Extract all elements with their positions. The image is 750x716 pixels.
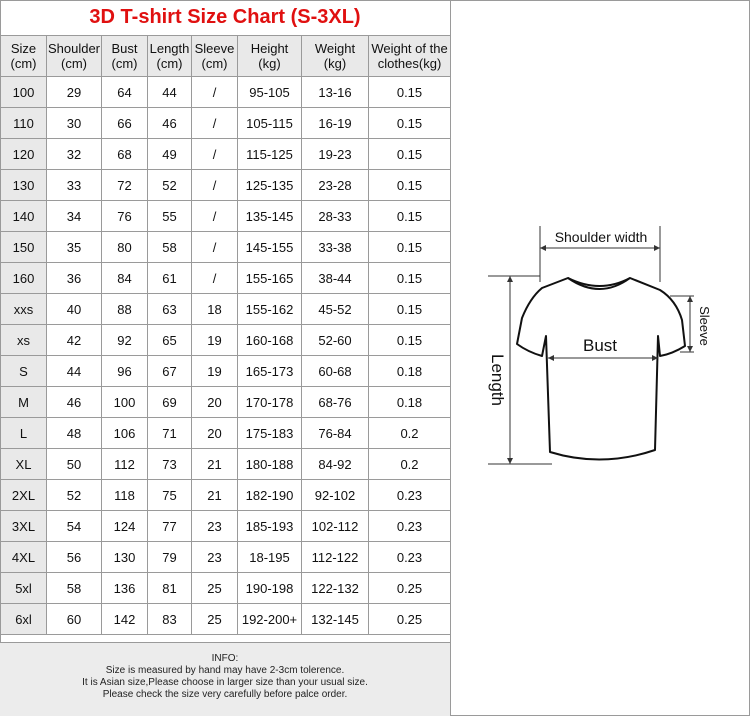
table-cell: 18-195	[238, 542, 302, 573]
table-cell: 0.2	[369, 418, 451, 449]
table-cell: 77	[148, 511, 192, 542]
table-cell: 64	[102, 77, 148, 108]
table-cell: 60-68	[302, 356, 369, 387]
table-cell: 76-84	[302, 418, 369, 449]
table-cell: 75	[148, 480, 192, 511]
table-row	[1, 325, 451, 356]
table-cell: 182-190	[238, 480, 302, 511]
table-cell: 13-16	[302, 77, 369, 108]
column-header	[47, 36, 102, 77]
table-cell: 66	[102, 108, 148, 139]
table-cell: 100	[102, 387, 148, 418]
column-header-line: (cm)	[10, 56, 37, 71]
column-header	[1, 36, 47, 77]
table-cell: /	[192, 170, 238, 201]
table-row	[1, 108, 451, 139]
column-header-line: (kg)	[258, 56, 281, 71]
table-cell: 0.15	[369, 325, 451, 356]
table-cell: 115-125	[238, 139, 302, 170]
sleeve-label: Sleeve	[697, 306, 712, 346]
table-row	[1, 201, 451, 232]
table-cell: 142	[102, 604, 148, 635]
table-row	[1, 542, 451, 573]
table-cell: 46	[47, 387, 102, 418]
table-cell: 0.15	[369, 232, 451, 263]
table-cell: 190-198	[238, 573, 302, 604]
info-line: Size is measured by hand may have 2-3cm tolerence.	[105, 665, 345, 676]
table-cell: 25	[192, 573, 238, 604]
size-cell: 2XL	[1, 480, 47, 511]
column-header-line: (cm)	[111, 56, 138, 71]
column-header-line: Size	[10, 41, 37, 56]
table-cell: 124	[102, 511, 148, 542]
table-row	[1, 418, 451, 449]
table-cell: /	[192, 139, 238, 170]
table-cell: 84	[102, 263, 148, 294]
table-cell: 65	[148, 325, 192, 356]
column-header	[302, 36, 369, 77]
table-cell: /	[192, 108, 238, 139]
column-header-line: (cm)	[201, 56, 228, 71]
table-cell: 45-52	[302, 294, 369, 325]
length-label: Length	[488, 354, 507, 406]
size-cell: M	[1, 387, 47, 418]
size-cell: 150	[1, 232, 47, 263]
table-cell: /	[192, 77, 238, 108]
table-cell: 23	[192, 511, 238, 542]
column-divider	[450, 0, 451, 716]
size-cell: 130	[1, 170, 47, 201]
table-cell: 36	[47, 263, 102, 294]
table-cell: 46	[148, 108, 192, 139]
column-header	[192, 36, 238, 77]
column-header-line: Weight	[314, 41, 356, 56]
table-cell: 73	[148, 449, 192, 480]
size-cell: 100	[1, 77, 47, 108]
table-cell: 105-115	[238, 108, 302, 139]
table-cell: 55	[148, 201, 192, 232]
table-cell: 106	[102, 418, 148, 449]
table-cell: /	[192, 263, 238, 294]
size-cell: 140	[1, 201, 47, 232]
table-cell: 35	[47, 232, 102, 263]
table-cell: 71	[148, 418, 192, 449]
table-cell: 155-165	[238, 263, 302, 294]
table-cell: 0.18	[369, 387, 451, 418]
table-cell: 0.15	[369, 77, 451, 108]
table-cell: 52	[47, 480, 102, 511]
table-row	[1, 387, 451, 418]
table-cell: 185-193	[238, 511, 302, 542]
column-header-line: (kg)	[323, 56, 347, 71]
table-row	[1, 139, 451, 170]
table-cell: 25	[192, 604, 238, 635]
table-cell: 0.15	[369, 294, 451, 325]
table-cell: 68-76	[302, 387, 369, 418]
column-header	[102, 36, 148, 77]
info-line: Please check the size very carefully before palce order.	[102, 689, 348, 700]
size-cell: 3XL	[1, 511, 47, 542]
table-cell: 88	[102, 294, 148, 325]
table-cell: 50	[47, 449, 102, 480]
table-cell: 56	[47, 542, 102, 573]
column-header-line: Height	[250, 41, 289, 56]
info-heading: INFO:	[211, 653, 239, 664]
table-cell: 132-145	[302, 604, 369, 635]
table-cell: 48	[47, 418, 102, 449]
info-note	[0, 642, 450, 716]
table-cell: 192-200+	[238, 604, 302, 635]
table-cell: 79	[148, 542, 192, 573]
table-cell: 58	[148, 232, 192, 263]
table-cell: 125-135	[238, 170, 302, 201]
table-cell: 23-28	[302, 170, 369, 201]
table-cell: 33	[47, 170, 102, 201]
table-cell: 58	[47, 573, 102, 604]
table-cell: 92	[102, 325, 148, 356]
table-row	[1, 604, 451, 635]
bust-label: Bust	[582, 336, 618, 355]
table-cell: 118	[102, 480, 148, 511]
tshirt-outline	[517, 278, 685, 460]
table-cell: 112-122	[302, 542, 369, 573]
table-cell: 42	[47, 325, 102, 356]
table-cell: 135-145	[238, 201, 302, 232]
column-header	[238, 36, 302, 77]
table-cell: 76	[102, 201, 148, 232]
size-cell: xxs	[1, 294, 47, 325]
tshirt-diagram	[480, 220, 730, 480]
table-cell: 0.18	[369, 356, 451, 387]
column-header-line: Shoulder	[47, 41, 101, 56]
table-cell: 21	[192, 480, 238, 511]
table-cell: 52	[148, 170, 192, 201]
table-row	[1, 263, 451, 294]
table-cell: 72	[102, 170, 148, 201]
table-cell: 0.23	[369, 480, 451, 511]
table-cell: 83	[148, 604, 192, 635]
size-cell: 160	[1, 263, 47, 294]
table-row	[1, 573, 451, 604]
table-cell: 44	[148, 77, 192, 108]
table-cell: 0.25	[369, 573, 451, 604]
table-row	[1, 294, 451, 325]
column-header-line: (cm)	[61, 56, 87, 71]
table-cell: 19-23	[302, 139, 369, 170]
table-cell: 170-178	[238, 387, 302, 418]
table-cell: 52-60	[302, 325, 369, 356]
size-cell: L	[1, 418, 47, 449]
table-cell: 0.2	[369, 449, 451, 480]
table-cell: 20	[192, 387, 238, 418]
size-cell: 5xl	[1, 573, 47, 604]
table-row	[1, 77, 451, 108]
table-cell: 67	[148, 356, 192, 387]
column-header	[369, 36, 451, 77]
size-cell: S	[1, 356, 47, 387]
table-header-row	[1, 36, 451, 77]
table-cell: /	[192, 201, 238, 232]
table-row	[1, 170, 451, 201]
table-cell: 38-44	[302, 263, 369, 294]
column-header	[148, 36, 192, 77]
column-header-line: Length	[149, 41, 190, 56]
table-cell: 63	[148, 294, 192, 325]
table-cell: 0.25	[369, 604, 451, 635]
table-cell: 54	[47, 511, 102, 542]
column-header-line: clothes(kg)	[377, 56, 442, 71]
table-cell: 0.23	[369, 542, 451, 573]
table-cell: 0.15	[369, 170, 451, 201]
table-cell: 96	[102, 356, 148, 387]
table-row	[1, 480, 451, 511]
table-cell: 61	[148, 263, 192, 294]
table-cell: 0.15	[369, 263, 451, 294]
column-header-line: (cm)	[156, 56, 183, 71]
table-cell: 19	[192, 356, 238, 387]
table-cell: 165-173	[238, 356, 302, 387]
table-cell: 19	[192, 325, 238, 356]
table-cell: 33-38	[302, 232, 369, 263]
size-cell: XL	[1, 449, 47, 480]
table-row	[1, 511, 451, 542]
column-header-line: Weight of the	[371, 41, 448, 56]
size-cell: 6xl	[1, 604, 47, 635]
table-body	[1, 77, 451, 635]
table-cell: 16-19	[302, 108, 369, 139]
size-cell: 4XL	[1, 542, 47, 573]
size-cell: 120	[1, 139, 47, 170]
table-cell: 80	[102, 232, 148, 263]
table-cell: 21	[192, 449, 238, 480]
size-cell: xs	[1, 325, 47, 356]
info-line: It is Asian size,Please choose in larger size than your usual size.	[82, 677, 368, 688]
table-cell: 102-112	[302, 511, 369, 542]
table-cell: 122-132	[302, 573, 369, 604]
table-cell: 20	[192, 418, 238, 449]
table-cell: 92-102	[302, 480, 369, 511]
table-cell: 28-33	[302, 201, 369, 232]
table-cell: 40	[47, 294, 102, 325]
table-cell: 112	[102, 449, 148, 480]
table-cell: 29	[47, 77, 102, 108]
shoulder-width-label: Shoulder width	[554, 229, 648, 245]
table-cell: 0.23	[369, 511, 451, 542]
table-cell: 155-162	[238, 294, 302, 325]
table-cell: 49	[148, 139, 192, 170]
table-cell: 18	[192, 294, 238, 325]
table-cell: 30	[47, 108, 102, 139]
table-cell: 130	[102, 542, 148, 573]
table-cell: 23	[192, 542, 238, 573]
table-cell: 0.15	[369, 108, 451, 139]
table-cell: 95-105	[238, 77, 302, 108]
table-row	[1, 449, 451, 480]
table-cell: 44	[47, 356, 102, 387]
table-cell: 60	[47, 604, 102, 635]
table-row	[1, 232, 451, 263]
table-cell: 0.15	[369, 201, 451, 232]
chart-title: 3D T-shirt Size Chart (S-3XL)	[0, 0, 450, 36]
table-cell: 69	[148, 387, 192, 418]
table-cell: 84-92	[302, 449, 369, 480]
table-cell: 68	[102, 139, 148, 170]
size-table	[0, 35, 451, 635]
table-cell: 32	[47, 139, 102, 170]
column-header-line: Sleeve	[194, 41, 235, 56]
table-cell: 136	[102, 573, 148, 604]
table-cell: /	[192, 232, 238, 263]
table-cell: 81	[148, 573, 192, 604]
table-row	[1, 356, 451, 387]
table-cell: 34	[47, 201, 102, 232]
table-cell: 175-183	[238, 418, 302, 449]
size-cell: 110	[1, 108, 47, 139]
table-cell: 180-188	[238, 449, 302, 480]
table-cell: 160-168	[238, 325, 302, 356]
table-cell: 0.15	[369, 139, 451, 170]
table-cell: 145-155	[238, 232, 302, 263]
column-header-line: Bust	[111, 41, 138, 56]
